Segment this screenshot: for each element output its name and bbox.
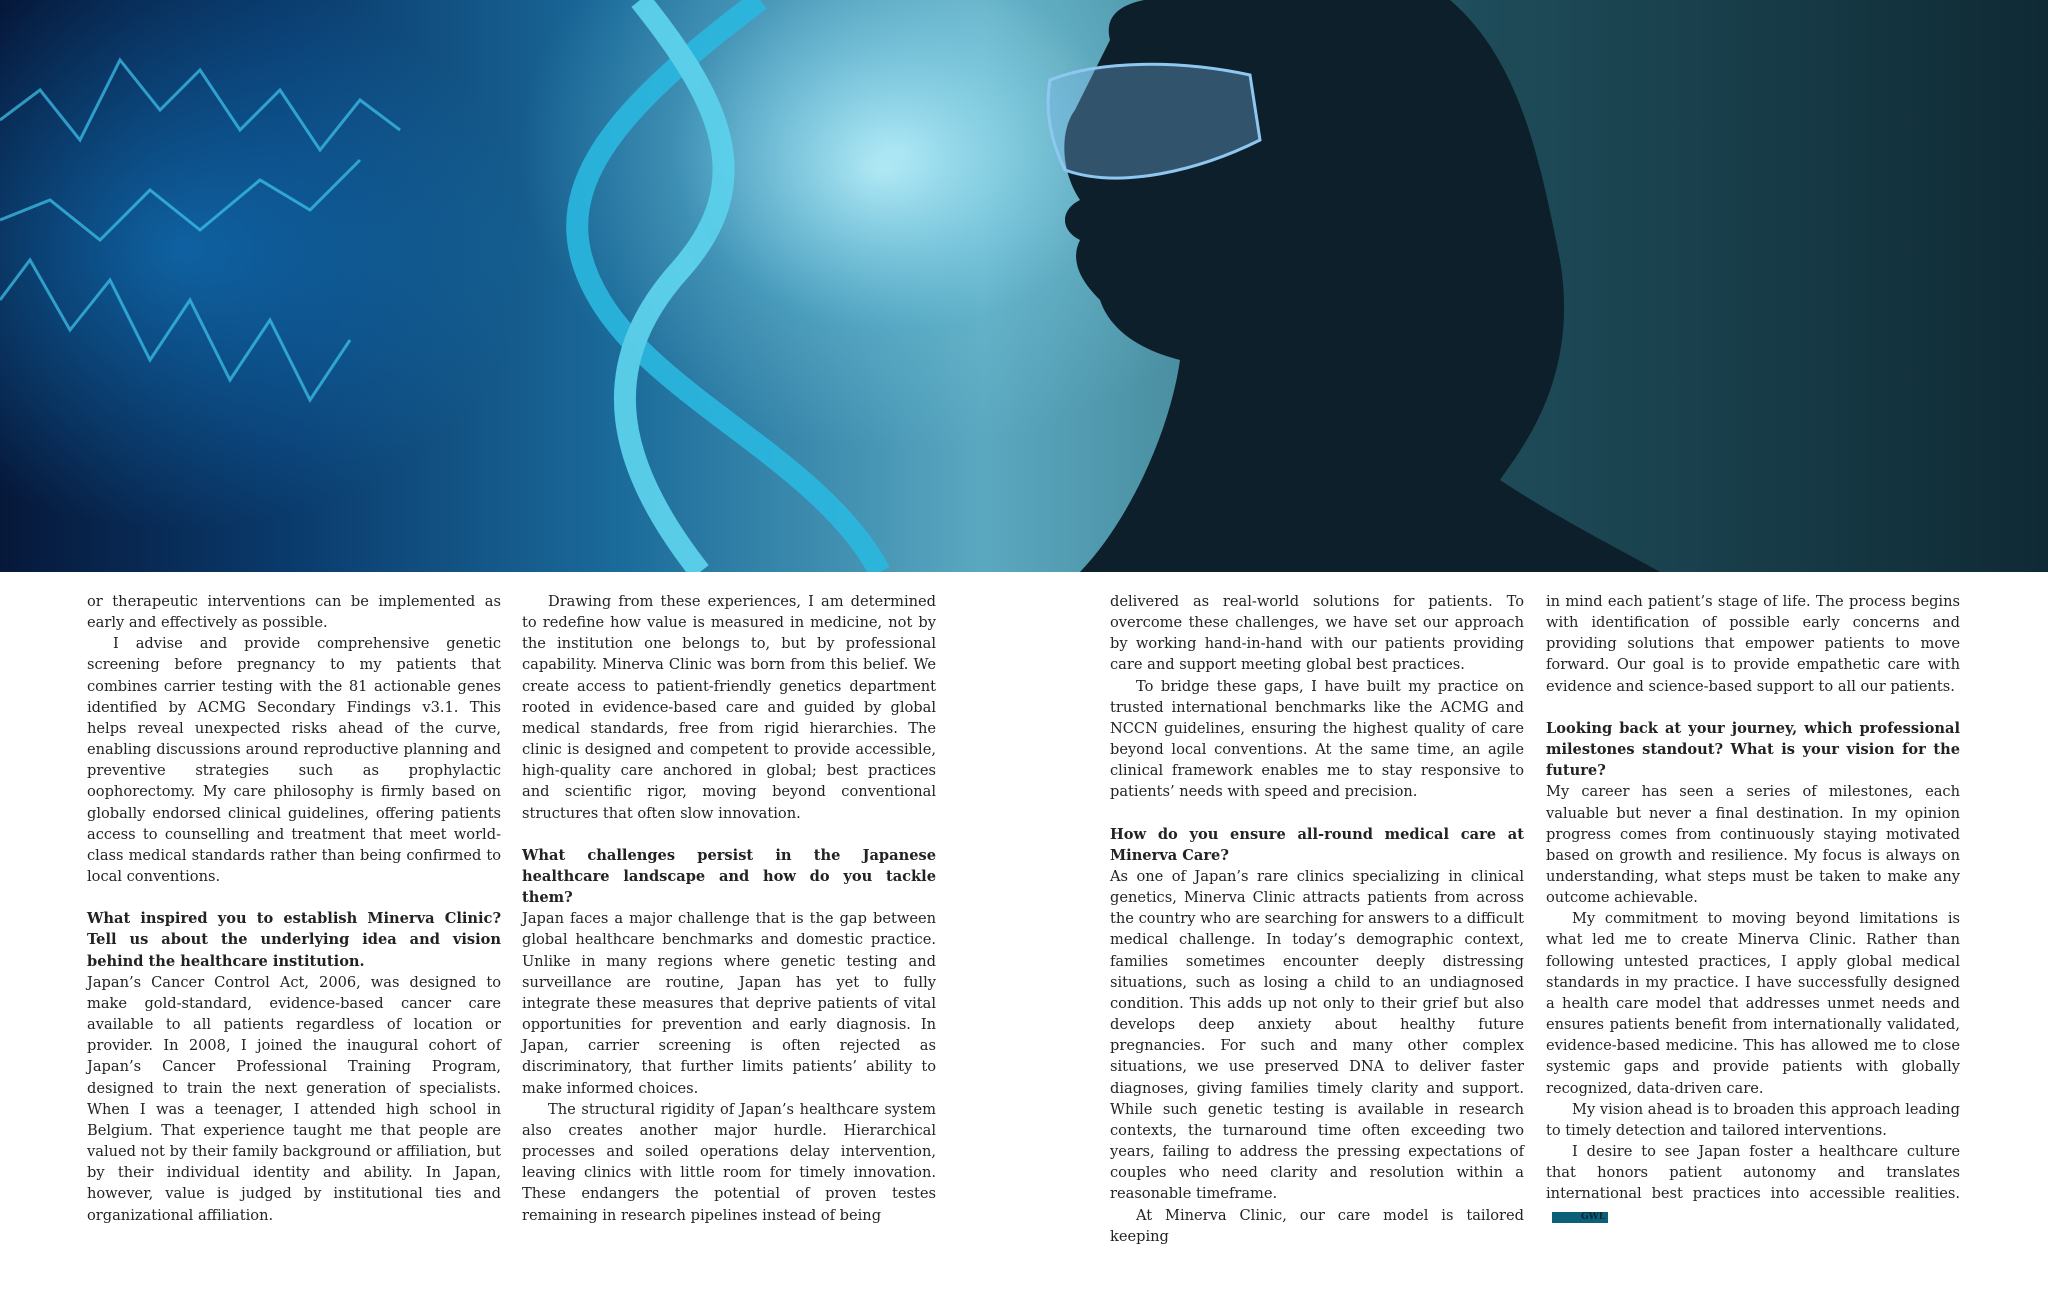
answer-paragraph — [1546, 908, 1960, 1098]
dna-helix-illustration — [0, 0, 2048, 572]
answer-paragraph — [1110, 591, 1524, 676]
paragraph-text: in mind each patient’s stage of life. The process begins with identification of possible early concerns and providing solutions that empower patients to move forward. Our goal is to provide empathetic care with evidence and science-based support to all our patients. — [1546, 593, 1960, 695]
answer-paragraph — [87, 972, 501, 1226]
paragraph-text: Japan faces a major challenge that is the gap between global healthcare benchmarks and domestic practice. Unlike in many regions where genetic testing and surveillance are routine, Japan has yet to fully integrate these measures that deprive patients of vital opportunities for prevention and early diagnosis. In Japan, carrier screening is often rejected as discriminatory, that further limits patients’ ability to make informed choices. — [522, 910, 936, 1097]
answer-paragraph — [522, 908, 936, 1098]
article-column-2 — [522, 591, 936, 1226]
paragraph-text: My commitment to moving beyond limitations is what led me to create Minerva Clinic. Rather than following untested practices, I apply global medical standards in my practice. I have successfully designed a health care model that addresses unmet needs and ensures patients benefit from internationally validated, evidence-based medicine. This has allowed me to close systemic gaps and provide patients with globally recognized, data-driven care. — [1546, 910, 1960, 1097]
paragraph-text: or therapeutic interventions can be implemented as early and effectively as possible. — [87, 593, 501, 632]
answer-paragraph — [1546, 1141, 1960, 1226]
article-column-1 — [87, 591, 501, 1226]
section-spacer — [1546, 697, 1960, 718]
answer-paragraph — [522, 1099, 936, 1226]
answer-paragraph — [87, 633, 501, 887]
paragraph-text: My career has seen a series of milestones, each valuable but never a final destination. In my opinion progress comes from continuously staying motivated based on growth and resilience. My focus is always on understanding, what steps must be taken to make any outcome achievable. — [1546, 783, 1960, 907]
article-column-3 — [1110, 591, 1524, 1247]
interview-question: What inspired you to establish Minerva Clinic? Tell us about the underlying idea and vision behind the healthcare institution. — [87, 910, 501, 970]
section-spacer — [1110, 803, 1524, 824]
article-column-4 — [1546, 591, 1960, 1226]
interview-question: How do you ensure all-round medical care at Minerva Care? — [1110, 825, 1524, 864]
answer-paragraph — [1110, 676, 1524, 803]
answer-paragraph — [1546, 781, 1960, 908]
paragraph-text: I desire to see Japan foster a healthcare culture that honors patient autonomy and translates international best practices into accessible realities. — [1546, 1143, 1960, 1203]
hero-image — [0, 0, 2048, 572]
paragraph-text: Japan’s Cancer Control Act, 2006, was designed to make gold-standard, evidence-based cancer care available to all patients regardless of location or provider. In 2008, I joined the inaugural cohort of Japan’s Cancer Professional Training Program, designed to train the next generation of specialists. When I was a teenager, I attended high school in Belgium. That experience taught me that people are valued not by their family background or affiliation, but by their individual identity and ability. In Japan, however, value is judged by institutional ties and organizational affiliation. — [87, 973, 501, 1224]
paragraph-text: The structural rigidity of Japan’s healthcare system also creates another major hurdle. Hierarchical processes and soiled operations delay intervention, leaving clinics with little room for timely innovation. These endangers the potential of proven testes remaining in research pipelines instead of being — [522, 1100, 936, 1224]
end-mark-logo: GWL — [1552, 1212, 1608, 1223]
paragraph-text: I advise and provide comprehensive genetic screening before pregnancy to my patients that combines carrier testing with the 81 actionable genes identified by ACMG Secondary Findings v3.1. This helps reveal unexpected risks ahead of the curve, enabling discussions around reproductive planning and preventive strategies such as prophylactic oophorectomy. My care philosophy is firmly based on globally endorsed clinical guidelines, offering patients access to counselling and treatment that meet world-class medical standards rather than being confirmed to local conventions. — [87, 635, 501, 886]
chart-lines-graphic — [0, 60, 400, 400]
answer-paragraph — [1546, 591, 1960, 697]
paragraph-text: Drawing from these experiences, I am determined to redefine how value is measured in medicine, not by the institution one belongs to, but by professional capability. Minerva Clinic was born from this belief. We create access to patient-friendly genetics department rooted in evidence-based care and guided by global medical standards, free from rigid hierarchies. The clinic is designed and competent to provide accessible, high-quality care anchored in global; best practices and scientific rigor, moving beyond conventional structures that often slow innovation. — [522, 593, 936, 822]
paragraph-text: At Minerva Clinic, our care model is tailored keeping — [1110, 1206, 1524, 1245]
section-spacer — [87, 887, 501, 908]
answer-paragraph — [1546, 1099, 1960, 1141]
answer-paragraph — [1110, 866, 1524, 1205]
interview-question: Looking back at your journey, which professional milestones standout? What is your vision for the future? — [1546, 719, 1960, 780]
paragraph-text: To bridge these gaps, I have built my practice on trusted international benchmarks like the ACMG and NCCN guidelines, ensuring the highest quality of care beyond local conventions. At the same time, an agile clinical framework enables me to stay responsive to patients’ needs with speed and precision. — [1110, 677, 1524, 801]
answer-paragraph — [522, 591, 936, 824]
paragraph-text: As one of Japan’s rare clinics specializing in clinical genetics, Minerva Clinic attracts patients from across the country who are searching for answers to a difficult medical challenge. In today’s demographic context, families sometimes encounter deeply distressing situations, such as losing a child to an undiagnosed condition. This adds up not only to their grief but also develops deep anxiety about healthy future pregnancies. For such and many other complex situations, we use preserved DNA to deliver faster diagnoses, giving families timely clarity and support. While such genetic testing is available in research contexts, the turnaround time often exceeding two years, failing to address the pressing expectations of couples who need clarity and resolution within a reasonable timeframe. — [1110, 868, 1524, 1203]
answer-paragraph — [87, 591, 501, 633]
section-spacer — [522, 824, 936, 845]
answer-paragraph — [1110, 1205, 1524, 1247]
interview-question: What challenges persist in the Japanese healthcare landscape and how do you tackle them? — [522, 846, 936, 907]
paragraph-text: My vision ahead is to broaden this approach leading to timely detection and tailored interventions. — [1546, 1100, 1960, 1139]
paragraph-text: delivered as real-world solutions for patients. To overcome these challenges, we have set our approach by working hand-in-hand with our patients providing care and support meeting global best practices. — [1110, 593, 1524, 674]
